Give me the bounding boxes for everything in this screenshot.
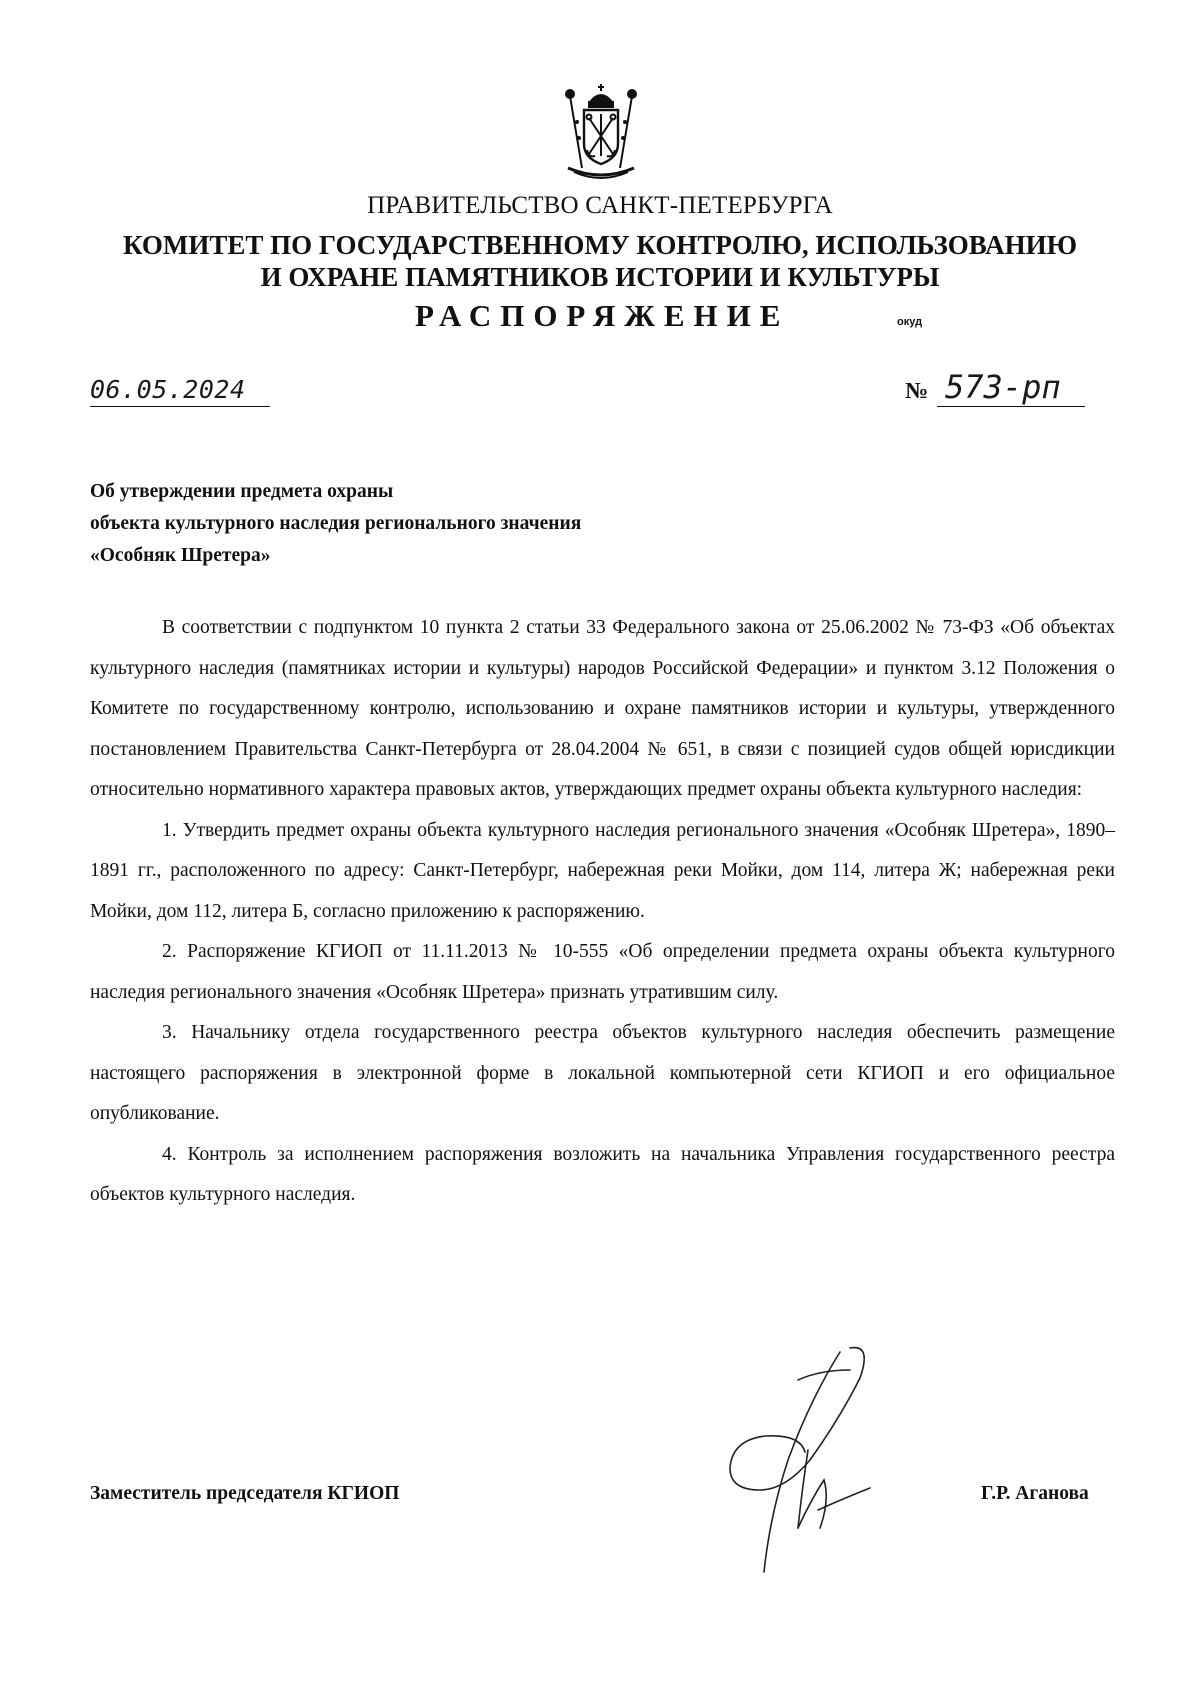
committee-name-line2: И ОХРАНЕ ПАМЯТНИКОВ ИСТОРИИ И КУЛЬТУРЫ [260, 262, 940, 292]
committee-name-line1: КОМИТЕТ ПО ГОСУДАРСТВЕННОМУ КОНТРОЛЮ, ИСПОЛЬЗОВАНИЮ [123, 230, 1077, 260]
okud-label: окуд [897, 316, 923, 328]
document-type-title: РАСПОРЯЖЕНИЕ [415, 298, 790, 333]
subject-line-3: «Особняк Шретера» [90, 545, 271, 566]
item-4-paragraph: 4. Контроль за исполнением распоряжения возложить на начальника Управления государственного реестра объектов культурного наследия. [90, 1143, 1115, 1205]
item-2-paragraph: 2. Распоряжение КГИОП от 11.11.2013 № 10-555 «Об определении предмета охраны объекта культурного наследия регионального значения «Особняк Шретера» признать утратившим силу. [90, 941, 1115, 1003]
preamble-paragraph: В соответствии с подпунктом 10 пункта 2 статьи 33 Федерального закона от 25.06.2002 № 73-ФЗ «Об объектах культурного наследия (памятниках истории и культуры) народов Российской Федерации» и пунктом 3.12 Положения о Комитете по государственному контролю, использованию и охране памятников истории и культуры, утвержденного постановлением Правительства Санкт-Петербурга от 28.04.2004 № 651, в связи с позицией судов общей юрисдикции относительно нормативного характера правовых актов, утверждающих предмет охраны объекта культурного наследия: [90, 617, 1115, 800]
date-value: 06.05.2024 [90, 375, 246, 404]
number-value: 573-рп [945, 368, 1061, 406]
item-1-paragraph: 1. Утвердить предмет охраны объекта культурного наследия регионального значения «Особняк Шретера», 1890–1891 гг., расположенного по адресу: Санкт-Петербург, набережная реки Мойки, дом 114, литера Ж; набережная реки Мойки, дом 112, литера Б, согласно приложению к распоряжению. [90, 819, 1115, 922]
number-sign: № [905, 378, 929, 403]
document-body [90, 608, 1115, 1216]
document-subject [90, 476, 581, 572]
signer-title: Заместитель председателя КГИОП [90, 1483, 400, 1504]
handwritten-signature-icon [690, 1340, 910, 1580]
subject-line-2: объекта культурного наследия регионального значения [90, 513, 582, 534]
subject-line-1: Об утверждении предмета охраны [90, 481, 394, 502]
date-field [90, 370, 270, 407]
spb-coat-of-arms-icon [560, 82, 642, 182]
signer-name: Г.Р. Аганова [981, 1483, 1089, 1504]
number-field [937, 364, 1085, 407]
government-name: ПРАВИТЕЛЬСТВО САНКТ-ПЕТЕРБУРГА [367, 192, 833, 219]
item-3-paragraph: 3. Начальнику отдела государственного реестра объектов культурного наследия обеспечить размещение настоящего распоряжения в электронной форме в локальной компьютерной сети КГИОП и его официальное опубликование. [90, 1022, 1115, 1124]
